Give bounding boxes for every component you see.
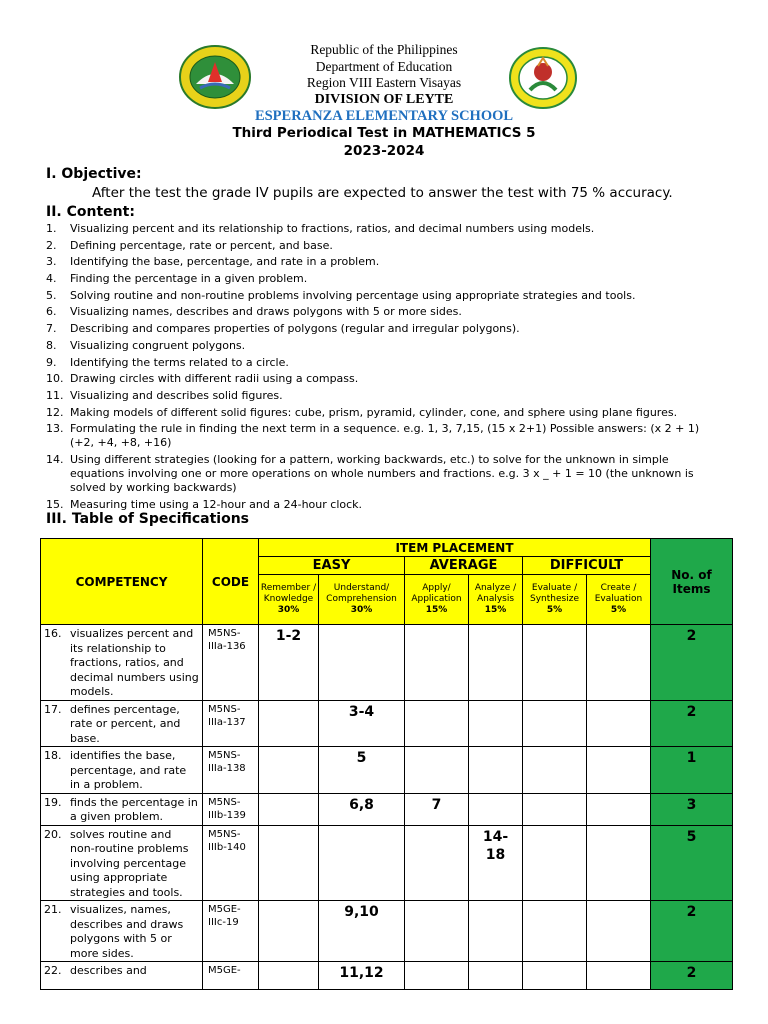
list-item: 13. Formulating the rule in finding the next term in a sequence. e.g. 1, 3, 7,15, (15 x 2+1) Possible answers: (x 2 + 1) (+2, +4, +8, +16) bbox=[46, 422, 700, 450]
content-list bbox=[46, 222, 726, 514]
header-easy: EASY bbox=[259, 557, 405, 575]
objective-heading: I. Objective: bbox=[46, 166, 142, 182]
header-analyze: Analyze / Analysis 15% bbox=[469, 575, 523, 625]
list-item: 15. Measuring time using a 12-hour and a 24-hour clock. bbox=[46, 497, 363, 511]
header-remember: Remember / Knowledge 30% bbox=[259, 575, 319, 625]
school-year: 2023-2024 bbox=[343, 142, 425, 159]
header-item-placement: ITEM PLACEMENT bbox=[259, 539, 651, 557]
list-item: 1. Visualizing percent and its relationship to fractions, ratios, and decimal numbers using models. bbox=[46, 222, 595, 235]
list-item: 9. Identifying the terms related to a circle. bbox=[46, 355, 289, 369]
list-item: 8. Visualizing congruent polygons. bbox=[46, 338, 246, 352]
header-division: DIVISION OF LEYTE bbox=[314, 91, 454, 107]
list-item: 7. Describing and compares properties of polygons (regular and irregular polygons). bbox=[46, 322, 520, 336]
header-average: AVERAGE bbox=[405, 557, 523, 575]
list-item: 11. Visualizing and describes solid figures. bbox=[46, 388, 283, 402]
header-understand: Understand/ Comprehension 30% bbox=[319, 575, 405, 625]
specifications-table bbox=[40, 538, 733, 990]
test-title: Third Periodical Test in MATHEMATICS 5 bbox=[232, 124, 536, 141]
header-evaluate: Evaluate / Synthesize 5% bbox=[523, 575, 587, 625]
table-row: 20. solves routine and non-routine problems involving percentage using appropriate strategies and tools. M5NS-IIIb-140 14-18 5 bbox=[41, 825, 733, 901]
table-row: 22. describes and M5GE- 11,12 2 bbox=[41, 962, 733, 990]
list-item: 4. Finding the percentage in a given problem. bbox=[46, 272, 308, 286]
list-item: 2. Defining percentage, rate or percent, and base. bbox=[46, 238, 333, 252]
list-item: 6. Visualizing names, describes and draws polygons with 5 or more sides. bbox=[46, 305, 462, 319]
header-republic: Republic of the Philippines bbox=[310, 42, 458, 57]
document-header bbox=[0, 42, 768, 160]
table-row: 17. defines percentage, rate or percent, and base. M5NS-IIIa-137 3-4 2 bbox=[41, 700, 733, 747]
content-heading: II. Content: bbox=[46, 204, 135, 220]
objective-text: After the test the grade IV pupils are expected to answer the test with 75 % accuracy. bbox=[92, 185, 673, 201]
header-create: Create / Evaluation 5% bbox=[587, 575, 651, 625]
header-no-items: No. of Items bbox=[651, 539, 733, 625]
table-row: 16. visualizes percent and its relationship to fractions, ratios, and decimal numbers using models. M5NS-IIIa-136 1-2 2 bbox=[41, 625, 733, 701]
table-row: 21. visualizes, names, describes and draws polygons with 5 or more sides. M5GE-IIIc-19 9,10 2 bbox=[41, 901, 733, 962]
tos-heading: III. Table of Specifications bbox=[46, 511, 250, 527]
table-row: 19. finds the percentage in a given problem. M5NS-IIIb-139 6,8 7 3 bbox=[41, 793, 733, 825]
header-difficult: DIFFICULT bbox=[523, 557, 651, 575]
header-apply: Apply/ Application 15% bbox=[405, 575, 469, 625]
list-item: 3. Identifying the base, percentage, and rate in a problem. bbox=[46, 255, 380, 269]
list-item: 14. Using different strategies (looking for a pattern, working backwards, etc.) to solve for the unknown in simple equations involving one or more operations on whole numbers and fractions. e.g. 3 x _ + 1 = 10 (the unknown is solved by working backwards) bbox=[46, 452, 694, 494]
list-item: 10. Drawing circles with different radii using a compass. bbox=[46, 372, 359, 386]
list-item: 12. Making models of different solid figures: cube, prism, pyramid, cylinder, cone, and sphere using plane figures. bbox=[46, 405, 678, 419]
header-region: Region VIII Eastern Visayas bbox=[306, 75, 462, 90]
header-competency: COMPETENCY bbox=[41, 539, 203, 625]
header-school: ESPERANZA ELEMENTARY SCHOOL bbox=[254, 107, 514, 124]
header-code: CODE bbox=[203, 539, 259, 625]
header-department: Department of Education bbox=[315, 58, 453, 74]
table-row: 18. identifies the base, percentage, and rate in a problem. M5NS-IIIa-138 5 1 bbox=[41, 747, 733, 794]
list-item: 5. Solving routine and non-routine problems involving percentage using appropriate strategies and tools. bbox=[46, 288, 636, 302]
